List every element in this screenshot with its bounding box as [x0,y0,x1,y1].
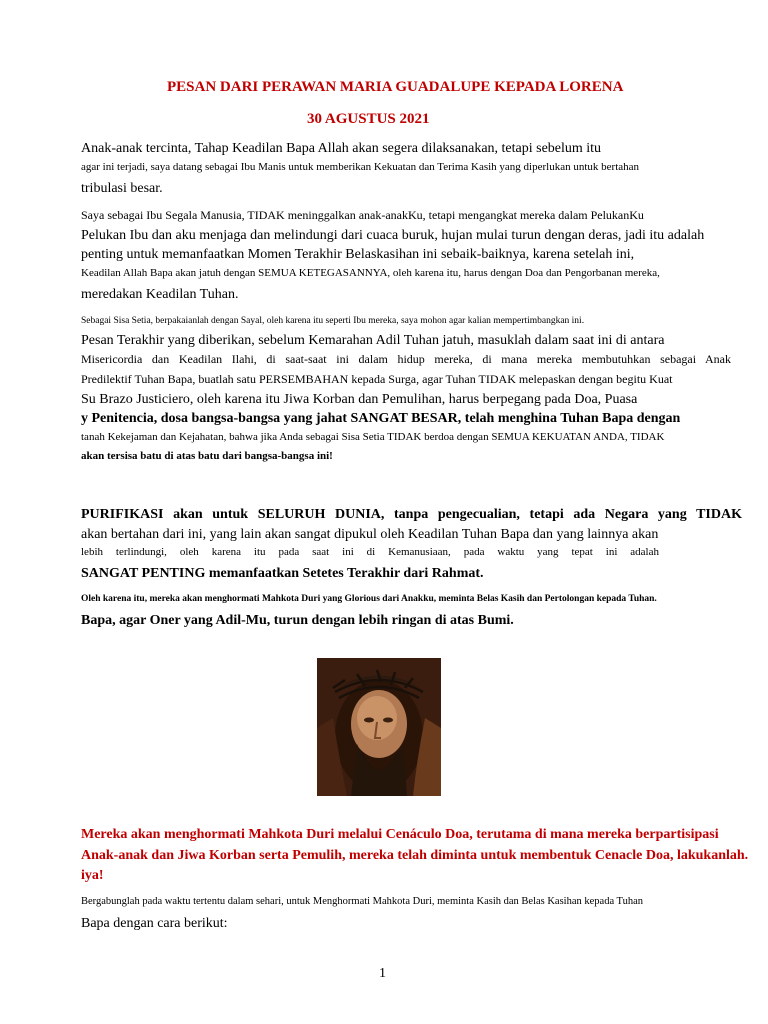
body-line-8: meredakan Keadilan Tuhan. [81,287,239,302]
body-line-16: akan tersisa batu di atas batu dari bangsa-bangsa ini! [81,450,333,462]
body-line-19: lebih terlindungi, oleh karena itu pada saat ini di Kemanusiaan, pada waktu yang tepat ini adalah [81,546,659,558]
body-line-27: Bapa dengan cara berikut: [81,916,228,931]
body-line-24: Anak-anak dan Jiwa Korban serta Pemulih, mereka telah diminta untuk membentuk Cenacle Doa, lakukanlah. [81,848,749,863]
body-line-25: iya! [81,868,104,883]
body-line-23: Mereka akan menghormati Mahkota Duri melalui Cenáculo Doa, terutama di mana mereka berpartisipasi [81,827,719,842]
body-line-5: Pelukan Ibu dan aku menjaga dan melindungi dari cuaca buruk, hujan mulai turun dengan deras, jadi itu adalah [81,228,705,243]
page-date: 30 AGUSTUS 2021 [307,111,430,127]
body-line-7: Keadilan Allah Bapa akan jatuh dengan SEMUA KETEGASANNYA, oleh karena itu, harus dengan Doa dan Pengorbanan mereka, [81,267,660,279]
body-line-10: Pesan Terakhir yang diberikan, sebelum Kemarahan Adil Tuhan jatuh, masuklah dalam saat ini di antara [81,333,665,348]
body-line-1: Anak-anak tercinta, Tahap Keadilan Bapa Allah akan segera dilaksanakan, tetapi sebelum itu [81,141,602,156]
body-line-21: Oleh karena itu, mereka akan menghormati Mahkota Duri yang Glorious dari Anakku, meminta Belas Kasih dan Pertolongan kepada Tuhan. [81,594,657,604]
christ-crown-of-thorns-image [317,658,441,796]
body-line-12: Predilektif Tuhan Bapa, buatlah satu PERSEMBAHAN kepada Surga, agar Tuhan TIDAK melepaskan dengan begitu Kuat [81,372,673,386]
body-line-15: tanah Kekejaman dan Kejahatan, bahwa jika Anda sebagai Sisa Setia TIDAK berdoa dengan SEMUA KEKUATAN ANDA, TIDAK [81,431,665,443]
body-line-2: agar ini terjadi, saya datang sebagai Ibu Manis untuk memberikan Kekuatan dan Terima Kasih yang diperlukan untuk bertahan [81,161,640,173]
body-line-26: Bergabunglah pada waktu tertentu dalam sehari, untuk Menghormati Mahkota Duri, meminta Kasih dan Belas Kasihan kepada Tuhan [81,896,644,907]
body-line-18: akan bertahan dari ini, yang lain akan sangat dipukul oleh Keadilan Tuhan Bapa dan yang lainnya akan [81,527,659,542]
page-title: PESAN DARI PERAWAN MARIA GUADALUPE KEPADA LORENA [167,79,624,95]
body-line-22: Bapa, agar Oner yang Adil-Mu, turun dengan lebih ringan di atas Bumi. [81,613,514,628]
body-line-17: PURIFIKASI akan untuk SELURUH DUNIA, tanpa pengecualian, tetapi ada Negara yang TIDAK [81,507,742,522]
body-line-11: Misericordia dan Keadilan Ilahi, di saat-saat ini dalam hidup mereka, di mana mereka membutuhkan sebagai Anak [81,352,731,366]
body-line-4: Saya sebagai Ibu Segala Manusia, TIDAK meninggalkan anak-anakKu, tetapi mengangkat mereka dalam PelukanKu [81,208,644,222]
page-number: 1 [379,966,386,981]
body-line-14: y Penitencia, dosa bangsa-bangsa yang jahat SANGAT BESAR, telah menghina Tuhan Bapa dengan [81,411,681,426]
body-line-3: tribulasi besar. [81,181,163,196]
body-line-9: Sebagai Sisa Setia, berpakaianlah dengan Sayal, oleh karena itu seperti Ibu mereka, saya mohon agar kalian mempertimbangkan ini. [81,316,585,326]
body-line-6: penting untuk memanfaatkan Momen Terakhir Belaskasihan ini sebaik-baiknya, karena setelah ini, [81,247,635,262]
body-line-13: Su Brazo Justiciero, oleh karena itu Jiwa Korban dan Pemulihan, harus berpegang pada Doa, Puasa [81,392,638,407]
body-line-20: SANGAT PENTING memanfaatkan Setetes Terakhir dari Rahmat. [81,566,484,581]
